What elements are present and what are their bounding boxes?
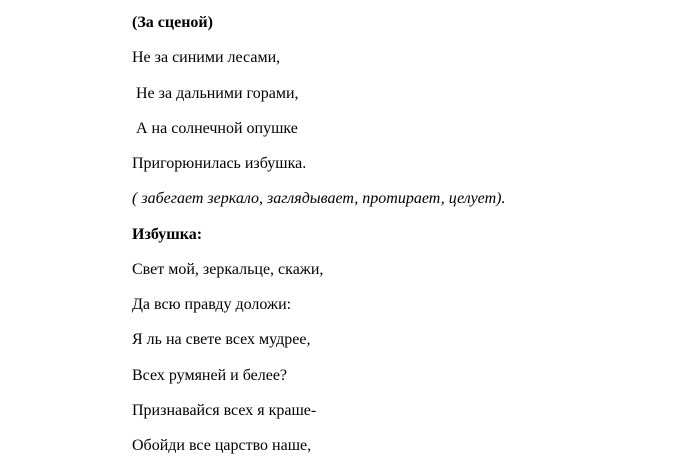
verse-line-2: Не за дальними горами, — [132, 85, 299, 102]
verse-line-7: Я ль на свете всех мудрее, — [132, 331, 311, 348]
speaker-label-izbushka: Избушка: — [132, 226, 203, 243]
stage-direction-mirror: ( забегает зеркало, заглядывает, протирает, целует). — [132, 190, 506, 207]
verse-line-1: Не за синими лесами, — [132, 49, 281, 66]
verse-line-8: Всех румяней и белее? — [132, 367, 288, 384]
verse-line-6: Да всю правду доложи: — [132, 296, 292, 313]
stage-direction-offstage: (За сценой) — [132, 14, 213, 31]
verse-line-9: Признавайся всех я краше- — [132, 402, 317, 419]
verse-line-10: Обойди все царство наше, — [132, 437, 312, 454]
verse-line-3: А на солнечной опушке — [132, 120, 298, 137]
verse-line-4: Пригорюнилась избушка. — [132, 155, 307, 172]
verse-line-5: Свет мой, зеркальце, скажи, — [132, 261, 324, 278]
